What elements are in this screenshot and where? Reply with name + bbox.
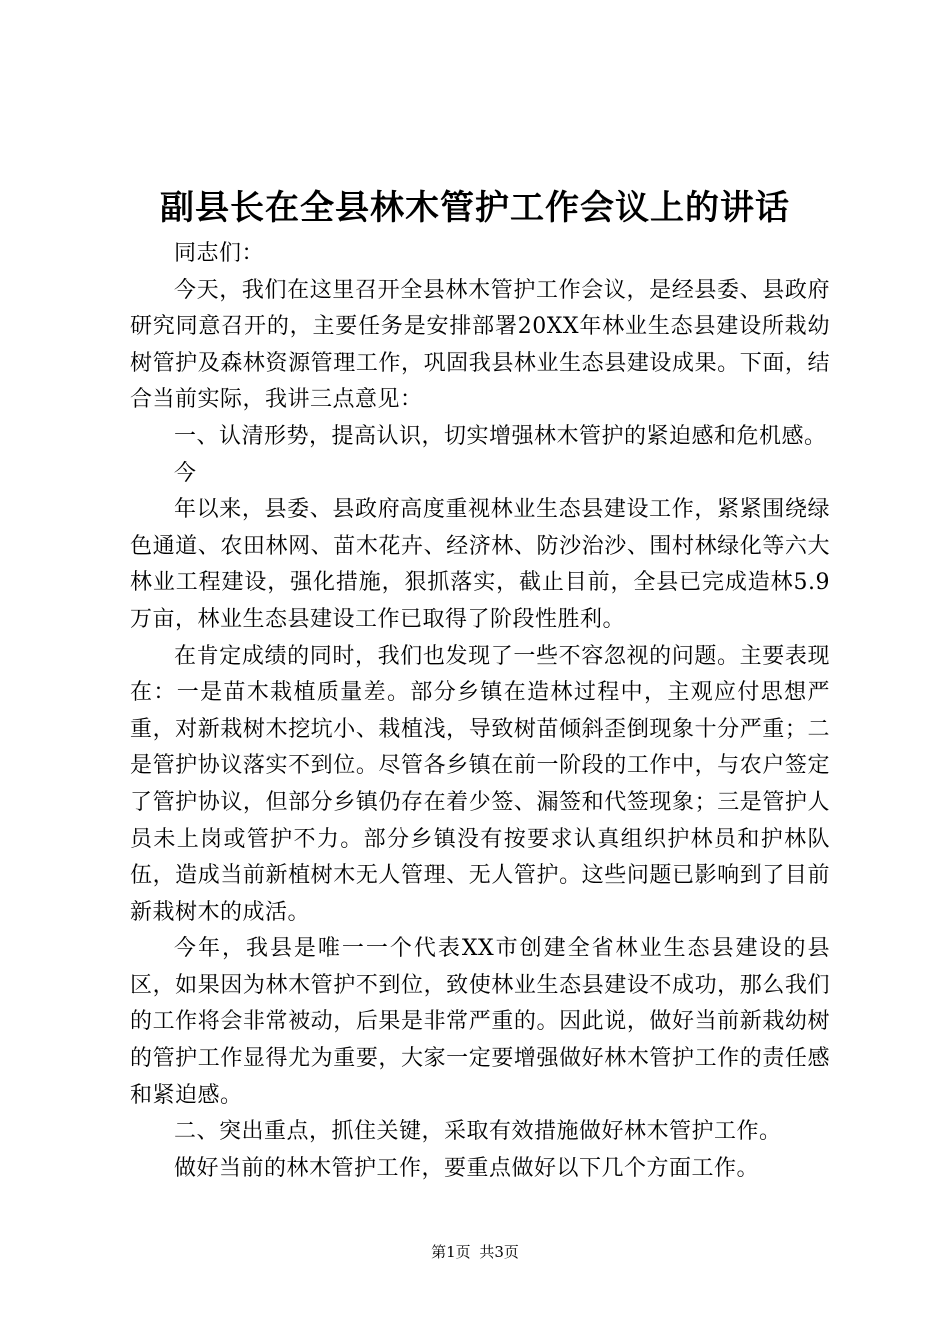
paragraph-heading-one: 一、认清形势，提高认识，切实增强林木管护的紧迫感和危机感。 bbox=[174, 423, 827, 449]
paragraph-achievements: 年以来，县委、县政府高度重视林业生态县建设工作，紧紧围绕绿色通道、农田林网、苗木花卉、经济林、防沙治沙、围村林绿化等六大林业工程建设，强化措施，狠抓落实，截止目前，全县已完成造林5.9万亩，林业生态县建设工作已取得了阶段性胜利。 bbox=[130, 497, 830, 632]
paragraph-heading-two: 二、突出重点，抓住关键，采取有效措施做好林木管护工作。 bbox=[174, 1119, 782, 1145]
page-footer bbox=[0, 1242, 950, 1262]
paragraph-tasks-intro: 做好当前的林木管护工作，要重点做好以下几个方面工作。 bbox=[174, 1155, 760, 1181]
paragraph-problems: 在肯定成绩的同时，我们也发现了一些不容忽视的问题。主要表现在：一是苗木栽植质量差。部分乡镇在造林过程中，主观应付思想严重，对新栽树木挖坑小、栽植浅，导致树苗倾斜歪倒现象十分严重；二是管护协议落实不到位。尽管各乡镇在前一阶段的工作中，与农户签定了管护协议，但部分乡镇仍存在着少签、漏签和代签现象；三是管护人员未上岗或管护不力。部分乡镇没有按要求认真组织护林员和护林队伍，造成当前新植树木无人管理、无人管护。这些问题已影响到了目前新栽树木的成活。 bbox=[130, 643, 830, 925]
paragraph-importance: 今年，我县是唯一一个代表XX市创建全省林业生态县建设的县区，如果因为林木管护不到位，致使林业生态县建设不成功，那么我们的工作将会非常被动，后果是非常严重的。因此说，做好当前新栽幼树的管护工作显得尤为重要，大家一定要增强做好林木管护工作的责任感和紧迫感。 bbox=[130, 936, 830, 1108]
page-total: 共3页 bbox=[479, 1243, 519, 1261]
page-title: 副县长在全县林木管护工作会议上的讲话 bbox=[160, 188, 790, 228]
paragraph-intro: 今天，我们在这里召开全县林木管护工作会议，是经县委、县政府研究同意召开的，主要任务是安排部署20XX年林业生态县建设所栽幼树管护及森林资源管理工作，巩固我县林业生态县建设成果。下面，结合当前实际，我讲三点意见： bbox=[130, 277, 830, 413]
paragraph-salutation: 同志们： bbox=[174, 241, 265, 266]
paragraph-fragment: 今 bbox=[174, 460, 197, 486]
page-number: 第1页 bbox=[431, 1243, 471, 1261]
document-body bbox=[130, 236, 830, 1187]
